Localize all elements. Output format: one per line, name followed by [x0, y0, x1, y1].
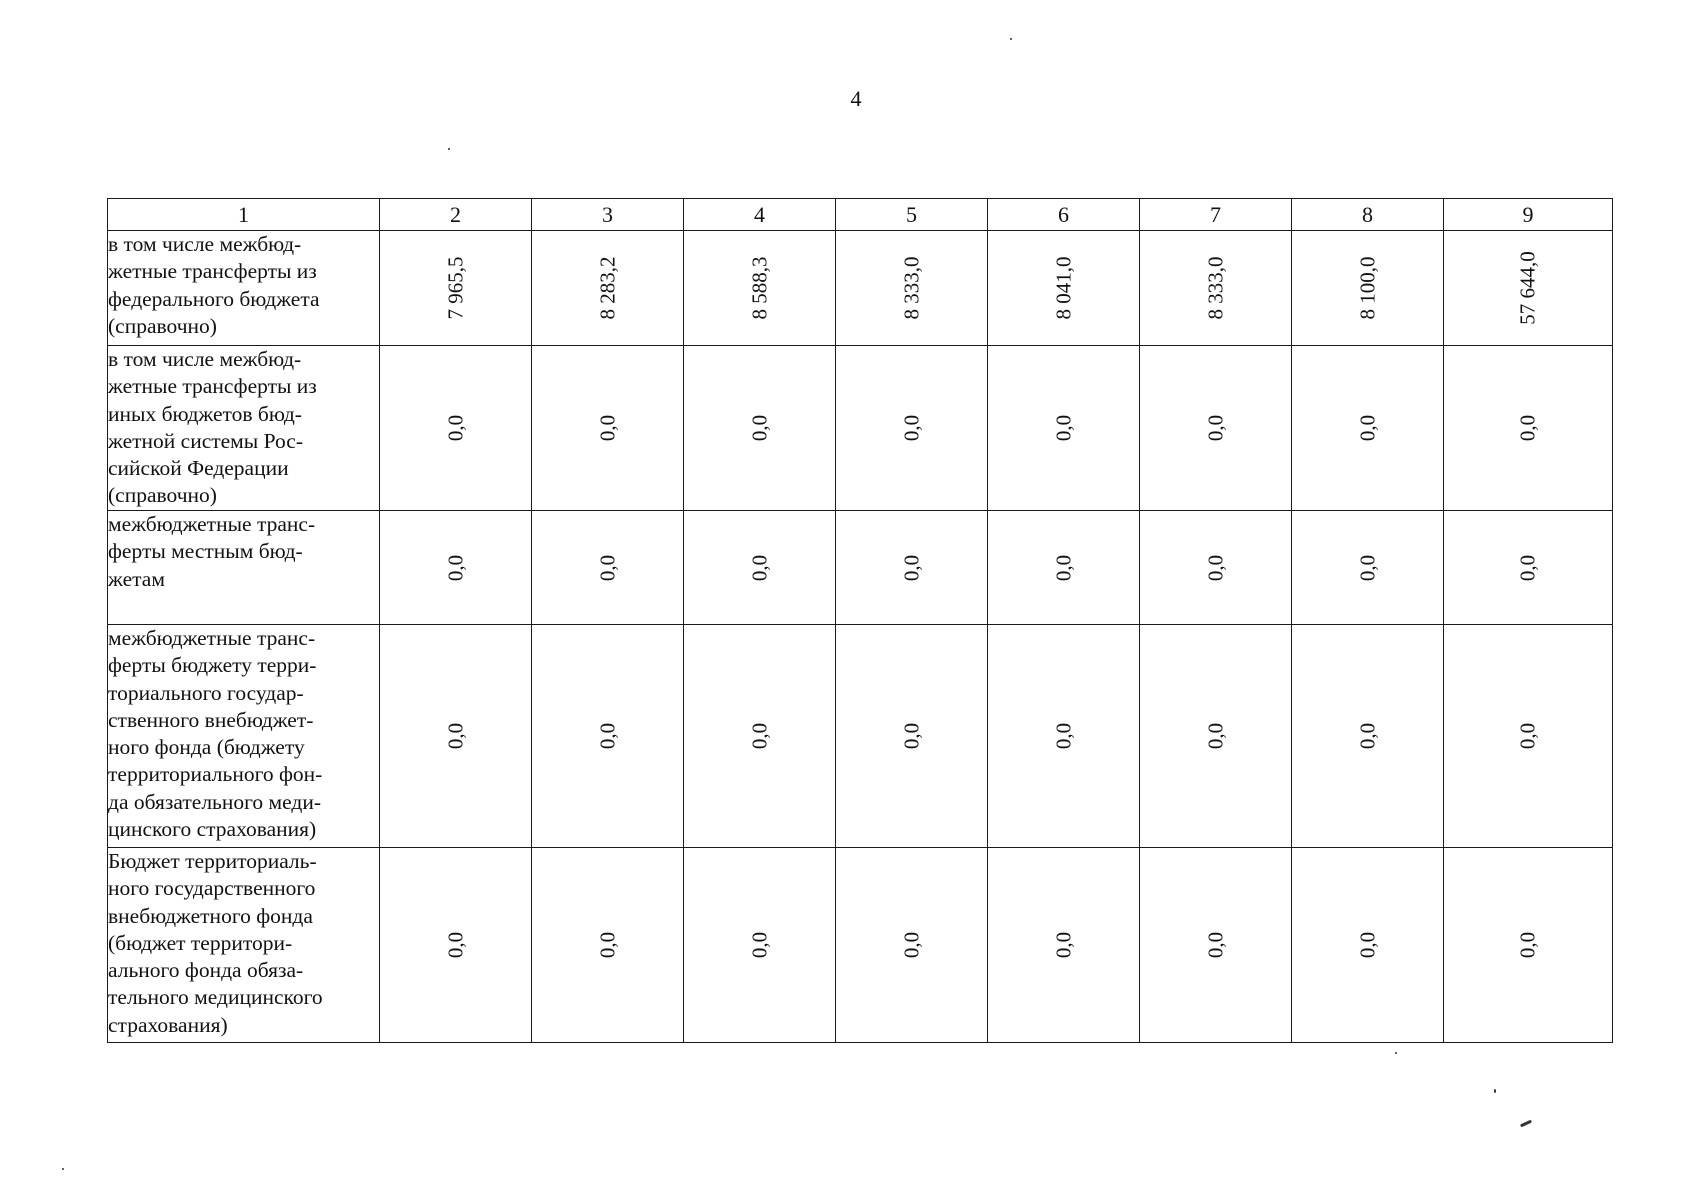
label-line: межбюджетные транс- [108, 626, 316, 650]
cell-value: 0,0 [1355, 414, 1379, 442]
cell-value: 0,0 [1051, 414, 1075, 442]
label-line: в том числе межбюд- [108, 347, 302, 371]
cell-value: 0,0 [443, 722, 467, 750]
label-line: иных бюджетов бюд- [108, 401, 302, 426]
row-label [108, 231, 380, 346]
value-cell [532, 511, 684, 625]
cell-value: 0,0 [1515, 722, 1540, 750]
label-line: страхования) [108, 1012, 228, 1037]
label-line: жетам [108, 566, 165, 591]
scan-speck [1520, 1120, 1532, 1128]
cell-value: 0,0 [1515, 414, 1540, 442]
label-line: ного государственного [108, 876, 316, 901]
label-line: (справочно) [108, 313, 217, 338]
value-cell [836, 511, 988, 625]
value-cell [988, 346, 1140, 511]
value-cell [1292, 848, 1444, 1043]
row-label [108, 848, 380, 1043]
cell-value: 0,0 [747, 931, 771, 959]
cell-value: 0,0 [443, 554, 467, 581]
cell-value: 0,0 [1355, 554, 1379, 581]
label-line: внебюджетного фонда [108, 903, 313, 928]
value-cell [532, 346, 684, 511]
scan-speck [62, 1168, 64, 1170]
cell-value: 0,0 [747, 722, 771, 750]
scan-speck [448, 148, 450, 150]
value-cell [1140, 848, 1292, 1043]
cell-value: 0,0 [747, 414, 771, 442]
cell-value: 0,0 [747, 554, 771, 581]
column-header: 8 [1292, 199, 1444, 231]
cell-value: 8 333,0 [899, 256, 923, 320]
cell-value: 57 644,0 [1515, 251, 1540, 325]
label-line: жетной системы Рос- [108, 428, 304, 453]
label-line: ного фонда (бюджету [108, 735, 305, 760]
cell-value: 0,0 [1203, 554, 1227, 581]
label-line: ферты бюджету терри- [108, 653, 317, 678]
cell-value: 0,0 [1203, 414, 1227, 442]
cell-value: 0,0 [595, 414, 619, 442]
value-cell [988, 848, 1140, 1043]
cell-value: 0,0 [899, 931, 923, 959]
scan-speck [1494, 1089, 1496, 1093]
cell-value: 7 965,5 [443, 256, 467, 320]
table-row [108, 231, 1613, 346]
row-label [108, 346, 380, 511]
label-line: Бюджет территориаль- [108, 849, 317, 873]
value-cell [684, 848, 836, 1043]
label-line: межбюджетные транс- [108, 512, 316, 536]
cell-value: 0,0 [1051, 554, 1075, 581]
cell-value: 0,0 [443, 414, 467, 442]
label-line: сийской Федерации [108, 456, 289, 481]
value-cell [1140, 346, 1292, 511]
table-row [108, 625, 1613, 848]
budget-table [107, 198, 1613, 1043]
cell-value: 8 100,0 [1355, 256, 1379, 320]
label-line: (бюджет территори- [108, 930, 293, 955]
value-cell [1444, 511, 1613, 625]
cell-value: 0,0 [1355, 931, 1379, 959]
column-header: 2 [380, 199, 532, 231]
label-line: в том числе межбюд- [108, 232, 302, 256]
cell-value: 0,0 [1203, 931, 1227, 959]
scan-speck [1010, 38, 1012, 40]
label-line: ального фонда обяза- [108, 958, 304, 983]
value-cell [836, 848, 988, 1043]
label-line: жетные трансферты из [108, 259, 317, 284]
table-row [108, 346, 1613, 511]
column-header: 7 [1140, 199, 1292, 231]
cell-value: 0,0 [899, 554, 923, 581]
cell-value: 0,0 [595, 931, 619, 959]
value-cell [1292, 625, 1444, 848]
value-cell [1292, 231, 1444, 346]
row-label [108, 625, 380, 848]
value-cell [380, 511, 532, 625]
value-cell [1444, 231, 1613, 346]
cell-value: 8 041,0 [1051, 256, 1075, 320]
value-cell [1140, 625, 1292, 848]
cell-value: 0,0 [1355, 722, 1379, 750]
column-header: 4 [684, 199, 836, 231]
label-line: территориального фон- [108, 762, 323, 787]
label-line: да обязательного меди- [108, 789, 321, 814]
column-header: 3 [532, 199, 684, 231]
value-cell [684, 511, 836, 625]
value-cell [684, 625, 836, 848]
cell-value: 8 333,0 [1203, 256, 1227, 320]
value-cell [684, 346, 836, 511]
value-cell [1140, 511, 1292, 625]
cell-value: 0,0 [595, 722, 619, 750]
table-row [108, 511, 1613, 625]
cell-value: 0,0 [1051, 722, 1075, 750]
scan-speck [1395, 1052, 1397, 1054]
table-row [108, 848, 1613, 1043]
cell-value: 0,0 [443, 931, 467, 959]
cell-value: 0,0 [595, 554, 619, 581]
value-cell [380, 625, 532, 848]
value-cell [532, 848, 684, 1043]
label-line: ственного внебюджет- [108, 707, 314, 732]
column-number-row [108, 199, 1613, 231]
value-cell [988, 231, 1140, 346]
label-line: тельного медицинского [108, 985, 323, 1010]
column-header: 1 [108, 199, 380, 231]
cell-value: 0,0 [1515, 931, 1540, 959]
value-cell [836, 625, 988, 848]
cell-value: 0,0 [1051, 931, 1075, 959]
value-cell [1140, 231, 1292, 346]
cell-value: 0,0 [899, 414, 923, 442]
label-line: жетные трансферты из [108, 374, 317, 399]
row-label [108, 511, 380, 625]
column-header: 5 [836, 199, 988, 231]
column-header: 9 [1444, 199, 1613, 231]
column-header: 6 [988, 199, 1140, 231]
label-line: ферты местным бюд- [108, 539, 303, 564]
value-cell [988, 511, 1140, 625]
value-cell [380, 346, 532, 511]
value-cell [380, 231, 532, 346]
value-cell [684, 231, 836, 346]
value-cell [532, 625, 684, 848]
value-cell [988, 625, 1140, 848]
cell-value: 0,0 [1515, 554, 1540, 581]
page-number: 4 [850, 86, 862, 111]
value-cell [380, 848, 532, 1043]
cell-value: 0,0 [899, 722, 923, 750]
cell-value: 8 588,3 [747, 256, 771, 320]
value-cell [836, 231, 988, 346]
value-cell [532, 231, 684, 346]
value-cell [1292, 346, 1444, 511]
cell-value: 0,0 [1203, 722, 1227, 750]
label-line: ториального государ- [108, 680, 304, 705]
value-cell [1444, 625, 1613, 848]
value-cell [1444, 346, 1613, 511]
value-cell [836, 346, 988, 511]
value-cell [1444, 848, 1613, 1043]
label-line: (справочно) [108, 483, 217, 508]
label-line: цинского страхования) [108, 817, 317, 842]
cell-value: 8 283,2 [595, 256, 619, 320]
label-line: федерального бюджета [108, 286, 320, 311]
value-cell [1292, 511, 1444, 625]
